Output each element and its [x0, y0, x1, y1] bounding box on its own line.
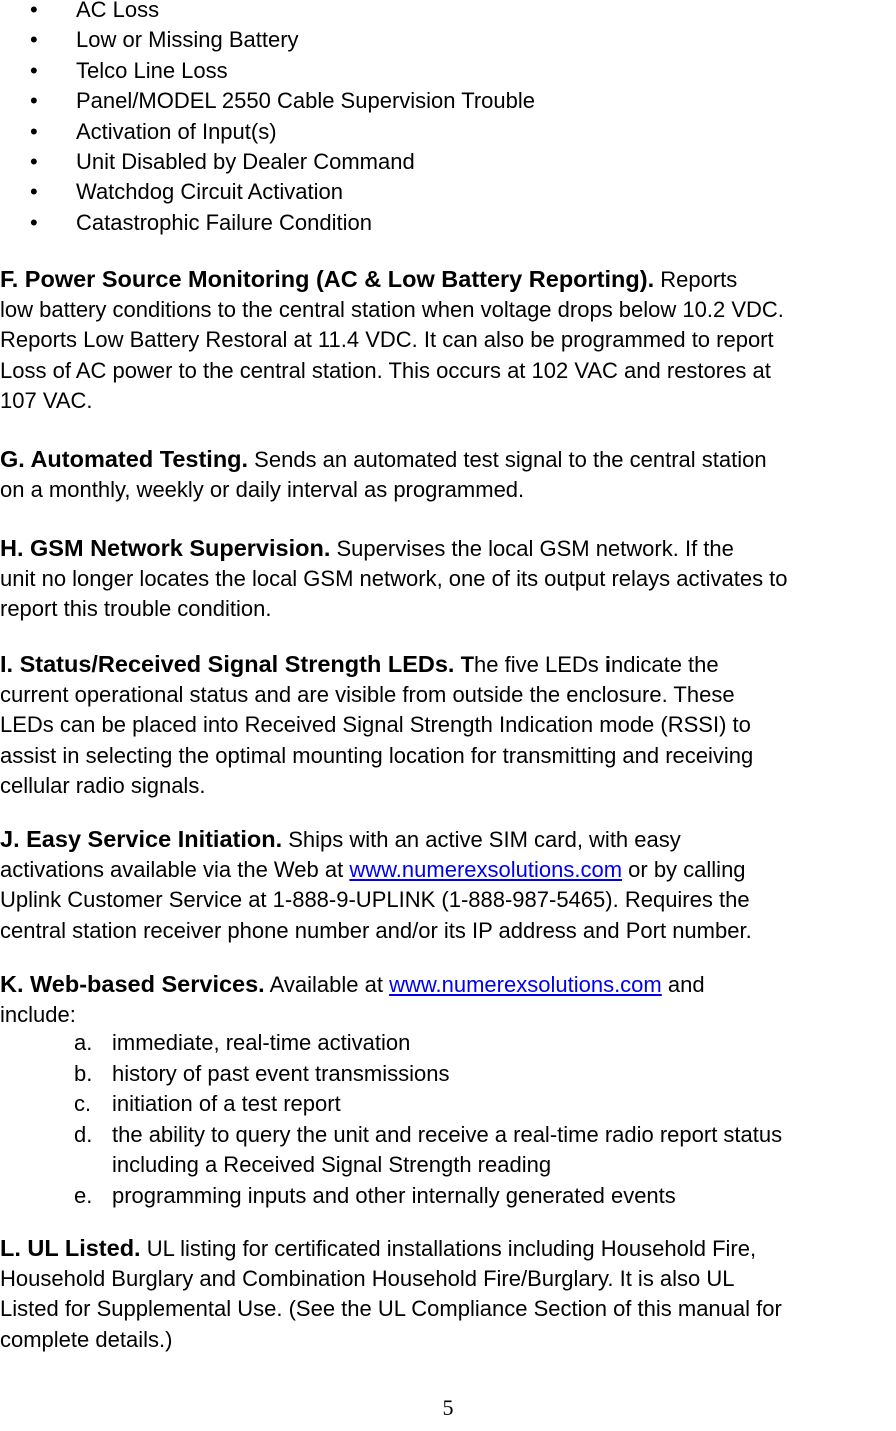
list-item: b. history of past event transmissions: [74, 1060, 450, 1086]
bullet-icon: •: [30, 57, 38, 83]
section-status-leds: I. Status/Received Signal Strength LEDs. The five LEDs indicate the current operational status and are visible from outside the enclosure. These LEDs can be placed into Received Signal Strength Indication mode (RSSI) to assist in selecting the optimal mounting location for transmitting and receiving cellular radio signals.: [0, 651, 754, 798]
trouble-conditions-list: [30, 0, 535, 238]
web-services-list: [74, 1028, 782, 1211]
section-power-source-monitoring: F. Power Source Monitoring (AC & Low Battery Reporting). Reports low battery conditions to the central station when voltage drops below 10.2 VDC. Reports Low Battery Restoral at 11.4 VDC. It can also be programmed to report Loss of AC power to the central station. This occurs at 102 VAC and restores at 107 VAC.: [0, 266, 784, 413]
bullet-icon: •: [30, 88, 38, 114]
bullet-icon: •: [30, 179, 38, 205]
list-item: • Catastrophic Failure Condition: [30, 208, 535, 238]
section-heading: K. Web-based Services.: [0, 971, 265, 997]
list-item: • Watchdog Circuit Activation: [30, 177, 535, 207]
list-item: • Telco Line Loss: [30, 56, 535, 86]
section-heading: G. Automated Testing.: [0, 446, 249, 472]
page-number: 5: [442, 1395, 454, 1420]
list-item: • Unit Disabled by Dealer Command: [30, 147, 535, 177]
section-ul-listed: L. UL Listed. UL listing for certificated installations including Household Fire, Household Burglary and Combination Household Fire/Burglary. It is also UL Listed for Supplemental Use. (See the UL Compliance Section of this manual for complete details.): [0, 1235, 782, 1352]
section-web-based-services: K. Web-based Services. Available at www.numerexsolutions.com and include:: [0, 971, 705, 1027]
bullet-icon: •: [30, 118, 38, 144]
list-item: • Panel/MODEL 2550 Cable Supervision Trouble: [30, 86, 535, 116]
numerex-website-link[interactable]: www.numerexsolutions.com: [349, 856, 623, 882]
section-automated-testing: G. Automated Testing. Sends an automated test signal to the central station on a monthly, weekly or daily interval as programmed.: [0, 446, 767, 502]
bullet-icon: •: [30, 27, 38, 53]
section-heading: I. Status/Received Signal Strength LEDs.: [0, 651, 455, 677]
bullet-icon: •: [30, 148, 38, 174]
section-gsm-network-supervision: H. GSM Network Supervision. Supervises the local GSM network. If the unit no longer locates the local GSM network, one of its output relays activates to report this trouble condition.: [0, 535, 788, 621]
list-item: a. immediate, real-time activation: [74, 1030, 411, 1055]
list-item: e. programming inputs and other internally generated events: [74, 1182, 676, 1208]
section-heading: J. Easy Service Initiation.: [0, 826, 283, 852]
section-heading: H. GSM Network Supervision.: [0, 535, 331, 561]
section-heading: F. Power Source Monitoring (AC & Low Battery Reporting).: [0, 266, 655, 292]
section-easy-service-initiation: J. Easy Service Initiation. Ships with an active SIM card, with easy activations available via the Web at www.numerexsolutions.com or by calling Uplink Customer Service at 1-888-9-UPLINK (1-888-987-5465). Requires the central station receiver phone number and/or its IP address and Port number.: [0, 826, 752, 943]
list-item: • AC Loss: [30, 0, 535, 25]
list-item: • Activation of Input(s): [30, 117, 535, 147]
section-heading: L. UL Listed.: [0, 1235, 141, 1261]
numerex-website-link[interactable]: www.numerexsolutions.com: [389, 972, 662, 997]
bullet-icon: •: [30, 0, 38, 22]
bullet-icon: •: [30, 209, 38, 235]
list-item: • Low or Missing Battery: [30, 25, 535, 55]
list-item: c. initiation of a test report: [74, 1091, 341, 1116]
list-item: d. the ability to query the unit and receive a real-time radio report status including a Received Signal Strength reading: [74, 1121, 783, 1177]
